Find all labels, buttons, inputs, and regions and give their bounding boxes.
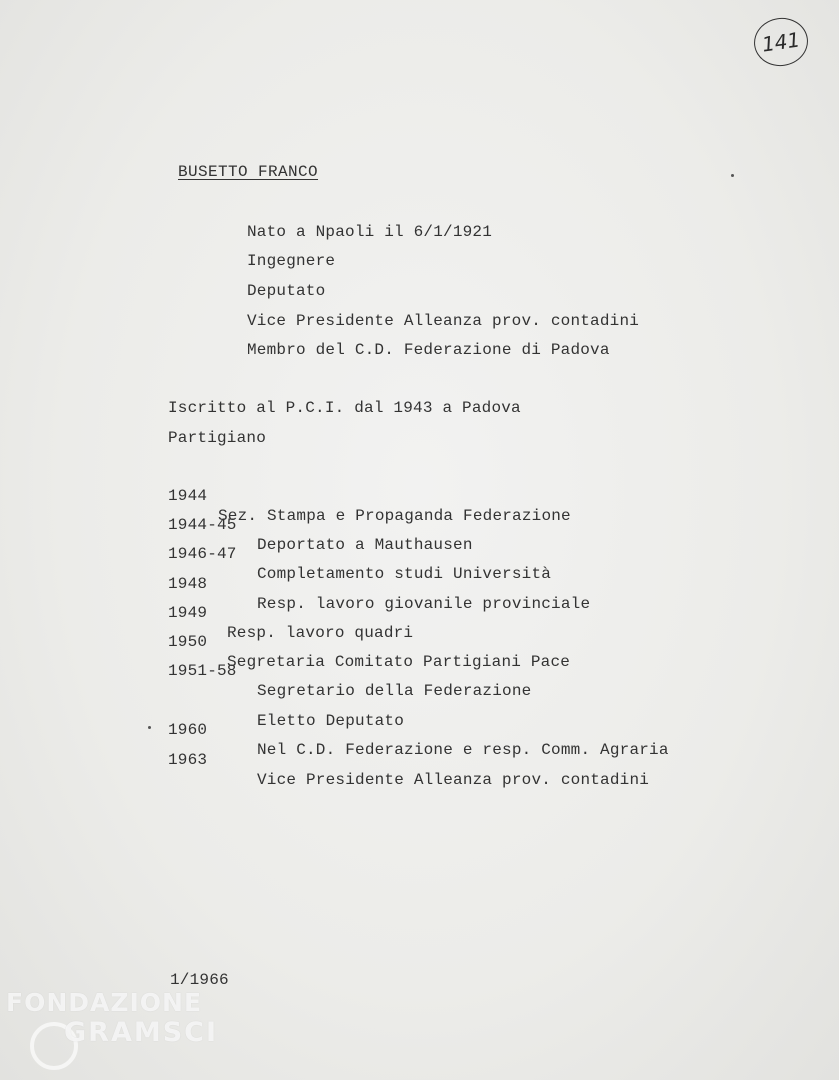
timeline-year: 1949 <box>168 604 208 622</box>
timeline-text: Sez. Stampa e Propaganda Federazione <box>218 507 571 525</box>
timeline-year: 1951-58 <box>168 662 237 680</box>
partisan-status: Partigiano <box>168 429 267 447</box>
document-date: 1/1966 <box>170 971 229 989</box>
timeline-year: 1950 <box>168 633 208 651</box>
timeline-text: Eletto Deputato <box>257 712 405 730</box>
bio-birth: Nato a Npaoli il 6/1/1921 <box>247 223 493 241</box>
archive-number-stamp: 141 <box>751 14 811 69</box>
paper-speck <box>731 174 734 177</box>
person-name: BUSETTO FRANCO <box>178 163 319 181</box>
timeline-year: 1963 <box>168 751 208 769</box>
timeline-row <box>0 730 839 789</box>
timeline-text: Resp. lavoro giovanile provinciale <box>257 595 591 613</box>
timeline-text: Segretario della Federazione <box>257 682 532 700</box>
timeline-year: 1944 <box>168 487 208 505</box>
timeline-text: Segretaria Comitato Partigiani Pace <box>227 653 571 671</box>
bio-member: Membro del C.D. Federazione di Padova <box>247 341 610 359</box>
timeline-text: Completamento studi Università <box>257 565 552 583</box>
paper-speck <box>148 726 151 729</box>
timeline-year: 1944-45 <box>168 516 237 534</box>
timeline-text: Resp. lavoro quadri <box>227 624 414 642</box>
watermark-line1: FONDAZIONE <box>6 988 203 1017</box>
bio-profession: Ingegnere <box>247 252 336 270</box>
timeline-year: 1948 <box>168 575 208 593</box>
timeline-text: Nel C.D. Federazione e resp. Comm. Agraria <box>257 741 669 759</box>
timeline-year: 1960 <box>168 721 208 739</box>
timeline-text: Vice Presidente Alleanza prov. contadini <box>257 771 650 789</box>
timeline-year: 1946-47 <box>168 545 237 563</box>
timeline-text: Deportato a Mauthausen <box>257 536 473 554</box>
bio-vice-president: Vice Presidente Alleanza prov. contadini <box>247 312 640 330</box>
bio-role: Deputato <box>247 282 326 300</box>
party-membership: Iscritto al P.C.I. dal 1943 a Padova <box>168 399 521 417</box>
watermark-line2: GRAMSCI <box>64 1017 219 1048</box>
watermark-logo <box>6 988 219 1068</box>
